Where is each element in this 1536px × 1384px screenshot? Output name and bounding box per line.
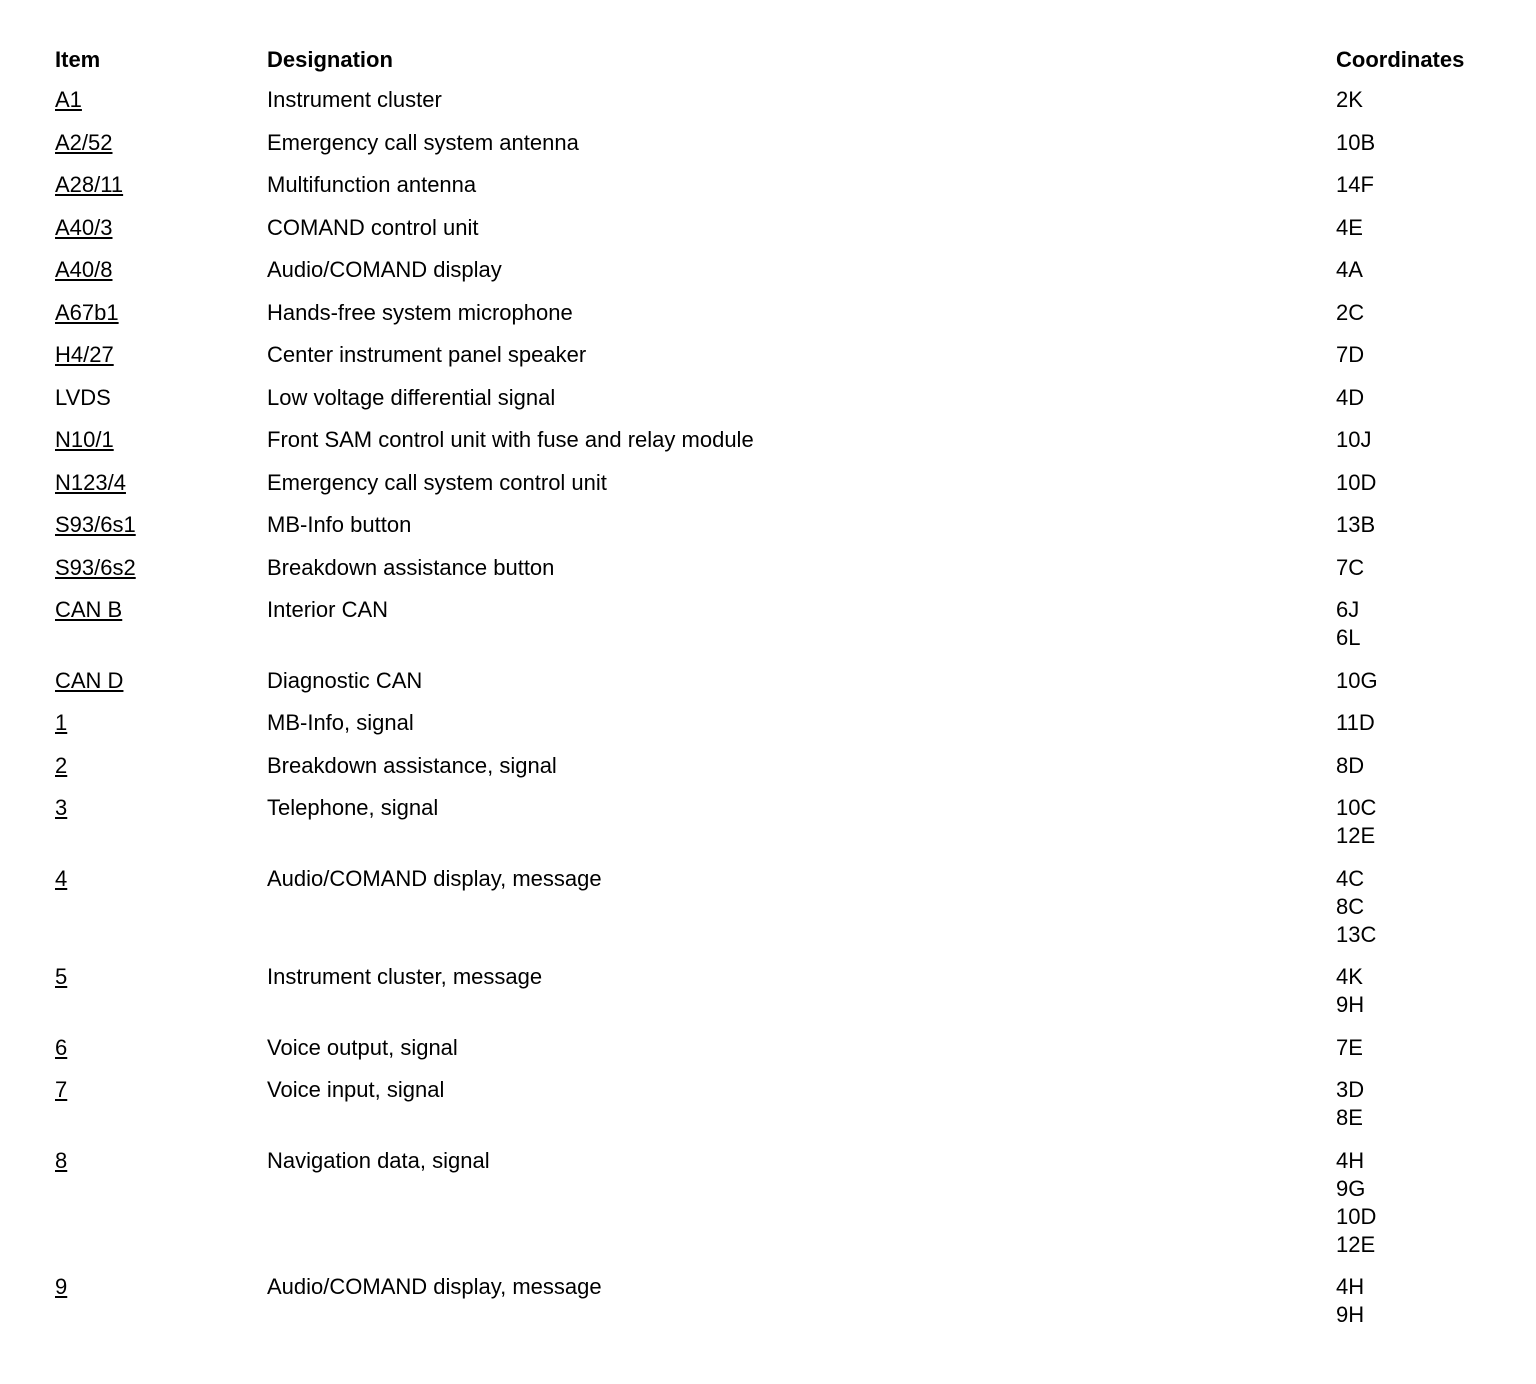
item-link[interactable]: A67b1 bbox=[55, 299, 119, 325]
coordinates-cell bbox=[1336, 1034, 1495, 1077]
item-cell bbox=[55, 667, 267, 710]
item-cell bbox=[55, 709, 267, 752]
table-row bbox=[55, 469, 1495, 512]
item-link[interactable]: 5 bbox=[55, 964, 68, 989]
coordinates-cell bbox=[1336, 384, 1495, 427]
coordinates-cell bbox=[1336, 129, 1495, 172]
coordinate-value: 13C bbox=[1336, 921, 1377, 947]
coordinate-value: 4C bbox=[1336, 865, 1365, 891]
coordinates-cell bbox=[1336, 469, 1495, 512]
coordinates-cell bbox=[1336, 794, 1495, 865]
coordinate-value: 10J bbox=[1336, 427, 1372, 452]
table-row bbox=[55, 341, 1495, 384]
table-row bbox=[55, 752, 1495, 795]
coordinate-value: 9G bbox=[1336, 1175, 1366, 1201]
coordinate-value: 9H bbox=[1336, 1302, 1365, 1327]
designation-cell: COMAND control unit bbox=[267, 214, 479, 240]
designation-cell: Audio/COMAND display, message bbox=[267, 1274, 602, 1299]
item-cell bbox=[55, 129, 267, 172]
coordinates-cell bbox=[1336, 426, 1495, 469]
table-row bbox=[55, 667, 1495, 710]
item-link[interactable]: S93/6s2 bbox=[55, 554, 136, 580]
item-cell bbox=[55, 426, 267, 469]
coordinate-value: 9H bbox=[1336, 992, 1365, 1017]
item-link[interactable]: A28/11 bbox=[55, 172, 124, 197]
item-cell bbox=[55, 341, 267, 384]
coordinate-value: 10G bbox=[1336, 667, 1378, 693]
designation-cell: Instrument cluster, message bbox=[267, 964, 543, 989]
item-cell bbox=[55, 384, 267, 427]
coordinate-value: 4H bbox=[1336, 1274, 1365, 1299]
item-cell bbox=[55, 554, 267, 597]
coordinate-value: 2K bbox=[1336, 87, 1363, 112]
coordinate-value: 6L bbox=[1336, 625, 1361, 650]
coordinate-value: 10C bbox=[1336, 795, 1377, 820]
coordinates-cell bbox=[1336, 865, 1495, 964]
designation-cell: Breakdown assistance button bbox=[267, 554, 555, 580]
coordinate-value: 4E bbox=[1336, 214, 1363, 240]
item-cell bbox=[55, 752, 267, 795]
item-cell bbox=[55, 86, 267, 129]
table-row bbox=[55, 1076, 1495, 1147]
coordinates-cell bbox=[1336, 511, 1495, 554]
item-link[interactable]: 3 bbox=[55, 795, 68, 820]
column-header-designation: Designation bbox=[267, 47, 393, 72]
designation-cell: Interior CAN bbox=[267, 597, 389, 622]
table-row bbox=[55, 384, 1495, 427]
column-header-item: Item bbox=[55, 47, 101, 72]
table-row bbox=[55, 171, 1495, 214]
designation-cell: Diagnostic CAN bbox=[267, 667, 423, 693]
designation-cell: Navigation data, signal bbox=[267, 1147, 490, 1173]
table-row bbox=[55, 299, 1495, 342]
item-link[interactable]: N123/4 bbox=[55, 469, 126, 495]
designation-cell: Audio/COMAND display bbox=[267, 257, 502, 282]
coordinates-cell bbox=[1336, 256, 1495, 299]
coordinate-value: 6J bbox=[1336, 597, 1360, 622]
coordinates-cell bbox=[1336, 1147, 1495, 1274]
item-link[interactable]: 6 bbox=[55, 1034, 68, 1060]
designation-cell: Emergency call system control unit bbox=[267, 469, 607, 495]
table-row bbox=[55, 511, 1495, 554]
item-cell bbox=[55, 511, 267, 554]
item-label: LVDS bbox=[55, 384, 111, 410]
item-link[interactable]: 8 bbox=[55, 1147, 68, 1173]
item-link[interactable]: H4/27 bbox=[55, 342, 114, 367]
designation-cell: Audio/COMAND display, message bbox=[267, 865, 602, 891]
designation-cell: Instrument cluster bbox=[267, 87, 442, 112]
item-link[interactable]: S93/6s1 bbox=[55, 512, 136, 537]
coordinates-cell bbox=[1336, 214, 1495, 257]
coordinate-value: 13B bbox=[1336, 512, 1376, 537]
coordinates-cell bbox=[1336, 596, 1495, 667]
item-cell bbox=[55, 596, 267, 667]
item-link[interactable]: 1 bbox=[55, 710, 68, 735]
item-cell bbox=[55, 865, 267, 964]
designation-cell: Breakdown assistance, signal bbox=[267, 752, 557, 778]
table-row bbox=[55, 554, 1495, 597]
table-row bbox=[55, 1147, 1495, 1274]
designation-cell: Multifunction antenna bbox=[267, 172, 477, 197]
coordinate-value: 10B bbox=[1336, 129, 1376, 155]
item-link[interactable]: CAN D bbox=[55, 667, 124, 693]
item-cell bbox=[55, 171, 267, 214]
item-link[interactable]: A1 bbox=[55, 87, 82, 112]
table-row bbox=[55, 963, 1495, 1034]
table-row bbox=[55, 865, 1495, 964]
item-link[interactable]: 2 bbox=[55, 752, 68, 778]
designation-cell: Telephone, signal bbox=[267, 795, 439, 820]
coordinates-cell bbox=[1336, 341, 1495, 384]
coordinate-value: 10D bbox=[1336, 469, 1377, 495]
item-link[interactable]: A2/52 bbox=[55, 129, 113, 155]
item-link[interactable]: A40/3 bbox=[55, 214, 113, 240]
legend-table bbox=[55, 44, 1495, 1344]
designation-cell: MB-Info button bbox=[267, 512, 412, 537]
coordinate-value: 11D bbox=[1336, 710, 1375, 735]
coordinate-value: 14F bbox=[1336, 172, 1374, 197]
item-cell bbox=[55, 256, 267, 299]
table-row bbox=[55, 596, 1495, 667]
coordinates-cell bbox=[1336, 299, 1495, 342]
coordinates-cell bbox=[1336, 554, 1495, 597]
coordinate-value: 8E bbox=[1336, 1105, 1363, 1130]
item-cell bbox=[55, 299, 267, 342]
legend-table-header bbox=[55, 44, 1495, 86]
table-row bbox=[55, 709, 1495, 752]
item-cell bbox=[55, 1147, 267, 1274]
table-row bbox=[55, 214, 1495, 257]
item-link[interactable]: N10/1 bbox=[55, 427, 114, 452]
item-link[interactable]: CAN B bbox=[55, 597, 123, 622]
item-cell bbox=[55, 1273, 267, 1344]
coordinates-cell bbox=[1336, 963, 1495, 1034]
designation-cell: Low voltage differential signal bbox=[267, 384, 556, 410]
coordinates-cell bbox=[1336, 1273, 1495, 1344]
coordinate-value: 7D bbox=[1336, 342, 1365, 367]
designation-cell: MB-Info, signal bbox=[267, 710, 414, 735]
coordinate-value: 7C bbox=[1336, 554, 1365, 580]
table-row bbox=[55, 1273, 1495, 1344]
item-link[interactable]: 4 bbox=[55, 865, 68, 891]
item-link[interactable]: A40/8 bbox=[55, 257, 113, 282]
coordinate-value: 4K bbox=[1336, 964, 1363, 989]
legend-table-body bbox=[55, 86, 1495, 1344]
coordinates-cell bbox=[1336, 709, 1495, 752]
table-row bbox=[55, 426, 1495, 469]
table-row bbox=[55, 256, 1495, 299]
coordinate-value: 12E bbox=[1336, 823, 1376, 848]
item-cell bbox=[55, 469, 267, 512]
designation-cell: Hands-free system microphone bbox=[267, 299, 573, 325]
coordinate-value: 4H bbox=[1336, 1147, 1365, 1173]
item-cell bbox=[55, 794, 267, 865]
coordinates-cell bbox=[1336, 171, 1495, 214]
coordinate-value: 3D bbox=[1336, 1077, 1365, 1102]
coordinate-value: 4D bbox=[1336, 384, 1365, 410]
coordinates-cell bbox=[1336, 1076, 1495, 1147]
table-row bbox=[55, 86, 1495, 129]
item-link[interactable]: 9 bbox=[55, 1274, 68, 1299]
header-row bbox=[55, 44, 1495, 86]
table-row bbox=[55, 1034, 1495, 1077]
item-link[interactable]: 7 bbox=[55, 1077, 68, 1102]
column-header-coordinates: Coordinates bbox=[1336, 47, 1465, 72]
item-cell bbox=[55, 1034, 267, 1077]
coordinate-value: 12E bbox=[1336, 1231, 1376, 1257]
designation-cell: Center instrument panel speaker bbox=[267, 342, 587, 367]
designation-cell: Voice input, signal bbox=[267, 1077, 445, 1102]
table-row bbox=[55, 129, 1495, 172]
item-cell bbox=[55, 963, 267, 1034]
designation-cell: Front SAM control unit with fuse and relay module bbox=[267, 427, 754, 452]
coordinate-value: 8C bbox=[1336, 893, 1365, 919]
coordinate-value: 4A bbox=[1336, 257, 1363, 282]
coordinate-value: 7E bbox=[1336, 1034, 1363, 1060]
coordinates-cell bbox=[1336, 86, 1495, 129]
item-cell bbox=[55, 214, 267, 257]
item-cell bbox=[55, 1076, 267, 1147]
coordinates-cell bbox=[1336, 752, 1495, 795]
coordinate-value: 10D bbox=[1336, 1203, 1377, 1229]
coordinates-cell bbox=[1336, 667, 1495, 710]
coordinate-value: 2C bbox=[1336, 299, 1365, 325]
coordinate-value: 8D bbox=[1336, 752, 1365, 778]
table-row bbox=[55, 794, 1495, 865]
designation-cell: Voice output, signal bbox=[267, 1034, 458, 1060]
designation-cell: Emergency call system antenna bbox=[267, 129, 579, 155]
